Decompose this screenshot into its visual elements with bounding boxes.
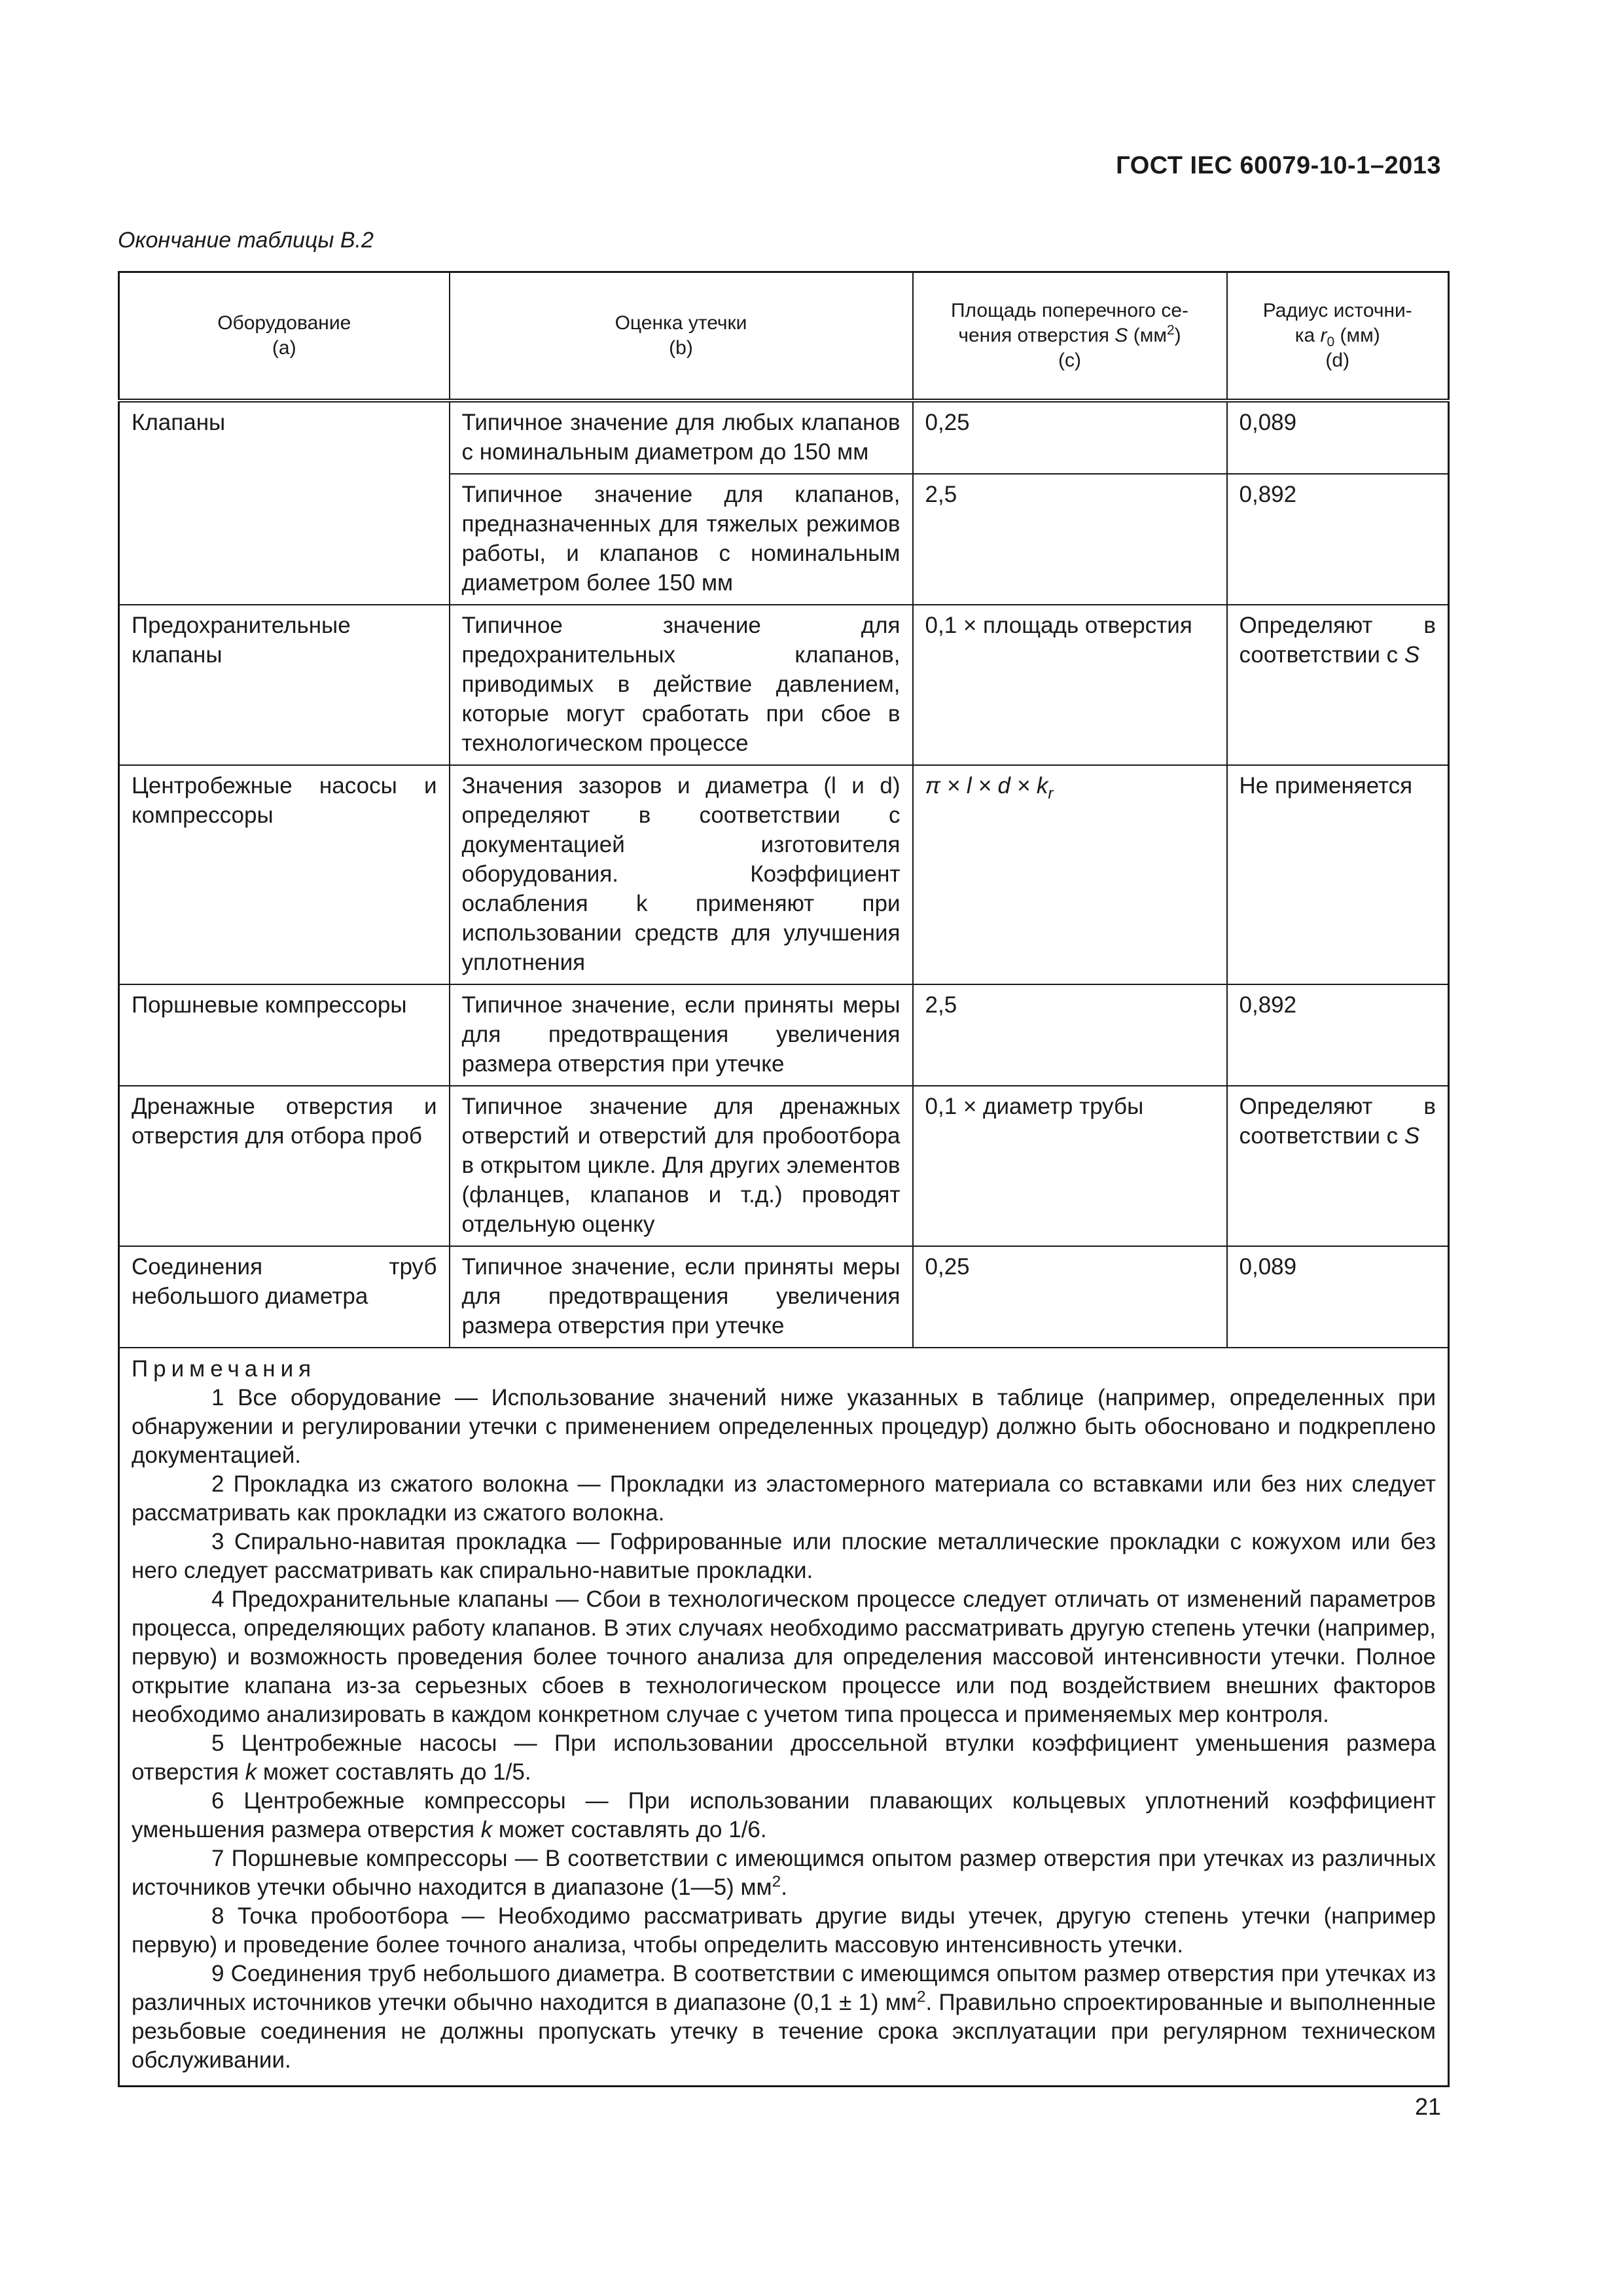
column-title: Оборудование xyxy=(217,312,351,334)
table-row xyxy=(119,1246,1449,1348)
cell-radius: 0,089 xyxy=(1227,1246,1449,1348)
cell-equipment: Клапаны xyxy=(119,401,450,605)
note-item: 9 Соединения труб небольшого диаметра. В соответствии с имеющимся опытом размер отверстия при утечках из различных источников утечки обычно находится в диапазоне (0,1 ± 1) $мм^2$. Правильно спроектированные и выполненные резьбовые соединения не должны пропускать утечку в течение срока эксплуатации при регулярном техническом обслуживании. xyxy=(132,1961,1436,2073)
table-caption: Окончание таблицы В.2 xyxy=(118,228,374,253)
table-row xyxy=(119,1086,1449,1246)
cell-radius: Определяют в соответствии с S xyxy=(1227,605,1449,765)
cell-radius: Не применяется xyxy=(1227,765,1449,984)
column-title: Оценка утечки xyxy=(615,312,747,334)
table-row xyxy=(119,984,1449,1086)
column-title-line2: чения отверстия S $(мм^2)$ xyxy=(958,323,1181,346)
page-number: 21 xyxy=(1414,2093,1441,2120)
cell-radius: 0,892 xyxy=(1227,984,1449,1086)
column-title-line2: ка $r_0$ (мм) xyxy=(1294,325,1380,350)
note-item: 6 Центробежные компрессоры — При использовании плавающих кольцевых уплотнений коэффициент уменьшения размера отверстия k может составлять до 1/6. xyxy=(132,1788,1436,1842)
column-title-line1: Радиус источни- xyxy=(1262,300,1412,321)
column-code: (c) xyxy=(1058,350,1081,371)
cell-leak: Типичное значение, если приняты меры для предотвращения увеличения размера отверстия при утечке xyxy=(450,984,913,1086)
column-code: (d) xyxy=(1325,350,1350,371)
table-header-row xyxy=(119,272,1449,401)
cell-radius: 0,892 xyxy=(1227,474,1449,605)
cell-area: 0,25 xyxy=(913,401,1227,474)
cell-equipment: Дренажные отверстия и отверстия для отбора проб xyxy=(119,1086,450,1246)
cell-area: 0,25 xyxy=(913,1246,1227,1348)
notes-row xyxy=(119,1348,1449,2087)
column-title-line1: Площадь поперечного се- xyxy=(950,300,1189,321)
column-header-equipment xyxy=(119,272,450,401)
cell-radius: 0,089 xyxy=(1227,401,1449,474)
standard-designation: ГОСТ IEC 60079-10-1–2013 xyxy=(1116,152,1441,179)
note-item: 7 Поршневые компрессоры — В соответствии с имеющимся опытом размер отверстия при утечках из различных источников утечки обычно находится в диапазоне (1—5) $мм^2$. xyxy=(132,1846,1436,1900)
notes-block xyxy=(119,1348,1449,2087)
cell-area: 2,5 xyxy=(913,474,1227,605)
leak-table xyxy=(118,271,1450,2087)
cell-equipment: Центробежные насосы и компрессоры xyxy=(119,765,450,984)
cell-leak: Типичное значение для дренажных отверстий и отверстий для пробоотбора в открытом цикле. Для других элементов (фланцев, клапанов и т.д.) проводят отдельную оценку xyxy=(450,1086,913,1246)
table-row xyxy=(119,401,1449,474)
cell-leak: Типичное значение для предохранительных клапанов, приводимых в действие давлением, которые могут сработать при сбое в технологическом процессе xyxy=(450,605,913,765)
table-row xyxy=(119,605,1449,765)
note-item: 4 Предохранительные клапаны — Сбои в технологическом процессе следует отличать от изменений параметров процесса, определяющих работу клапанов. В этих случаях необходимо рассматривать другую степень утечки (например, первую) и возможность проведения более точного анализа для определения массовой интенсивности утечки. Полное открытие клапана из-за серьезных сбоев в технологическом процессе или под воздействием внешних факторов необходимо анализировать в каждом конкретном случае с учетом типа процесса и применяемых мер контроля. xyxy=(132,1587,1436,1727)
column-header-radius xyxy=(1227,272,1449,401)
cell-leak: Типичное значение для клапанов, предназначенных для тяжелых режимов работы, и клапанов с номинальным диаметром более 150 мм xyxy=(450,474,913,605)
column-header-area xyxy=(913,272,1227,401)
cell-area: 0,1 × площадь отверстия xyxy=(913,605,1227,765)
note-item: 8 Точка пробоотбора — Необходимо рассматривать другие виды утечек, другую степень утечки (например первую) и проведение более точного анализа, чтобы определить массовую интенсивность утечки. xyxy=(132,1903,1436,1958)
note-item: 1 Все оборудование — Использование значений ниже указанных в таблице (например, определенных при обнаружении и регулировании утечки с применением определенных процедур) должно быть обосновано и подкреплено документацией. xyxy=(132,1385,1436,1468)
column-code: (b) xyxy=(669,337,693,359)
note-item: 3 Спирально-навитая прокладка — Гофрированные или плоские металлические прокладки с кожухом или без него следует рассматривать как спирально-навитые прокладки. xyxy=(132,1529,1436,1583)
cell-equipment: Предохранительные клапаны xyxy=(119,605,450,765)
column-code: (a) xyxy=(272,337,296,359)
cell-equipment: Соединения труб небольшого диаметра xyxy=(119,1246,450,1348)
note-item: 2 Прокладка из сжатого волокна — Прокладки из эластомерного материала со вставками или без них следует рассматривать как прокладки из сжатого волокна. xyxy=(132,1471,1436,1526)
cell-leak: Значения зазоров и диаметра (l и d) определяют в соответствии с документацией изготовителя оборудования. Коэффициент ослабления k применяют при использовании средств для улучшения уплотнения xyxy=(450,765,913,984)
cell-leak: Типичное значение для любых клапанов с номинальным диаметром до 150 мм xyxy=(450,401,913,474)
table-row xyxy=(119,765,1449,984)
cell-area: 2,5 xyxy=(913,984,1227,1086)
cell-radius: Определяют в соответствии с S xyxy=(1227,1086,1449,1246)
cell-area: $\pi \times l \times d \times k_r$ xyxy=(913,765,1227,984)
column-header-leak xyxy=(450,272,913,401)
notes-title: Примечания xyxy=(132,1356,317,1382)
cell-area: 0,1 × диаметр трубы xyxy=(913,1086,1227,1246)
cell-equipment: Поршневые компрессоры xyxy=(119,984,450,1086)
cell-leak: Типичное значение, если приняты меры для предотвращения увеличения размера отверстия при утечке xyxy=(450,1246,913,1348)
note-item: 5 Центробежные насосы — При использовании дроссельной втулки коэффициент уменьшения размера отверстия k может составлять до 1/5. xyxy=(132,1731,1436,1785)
